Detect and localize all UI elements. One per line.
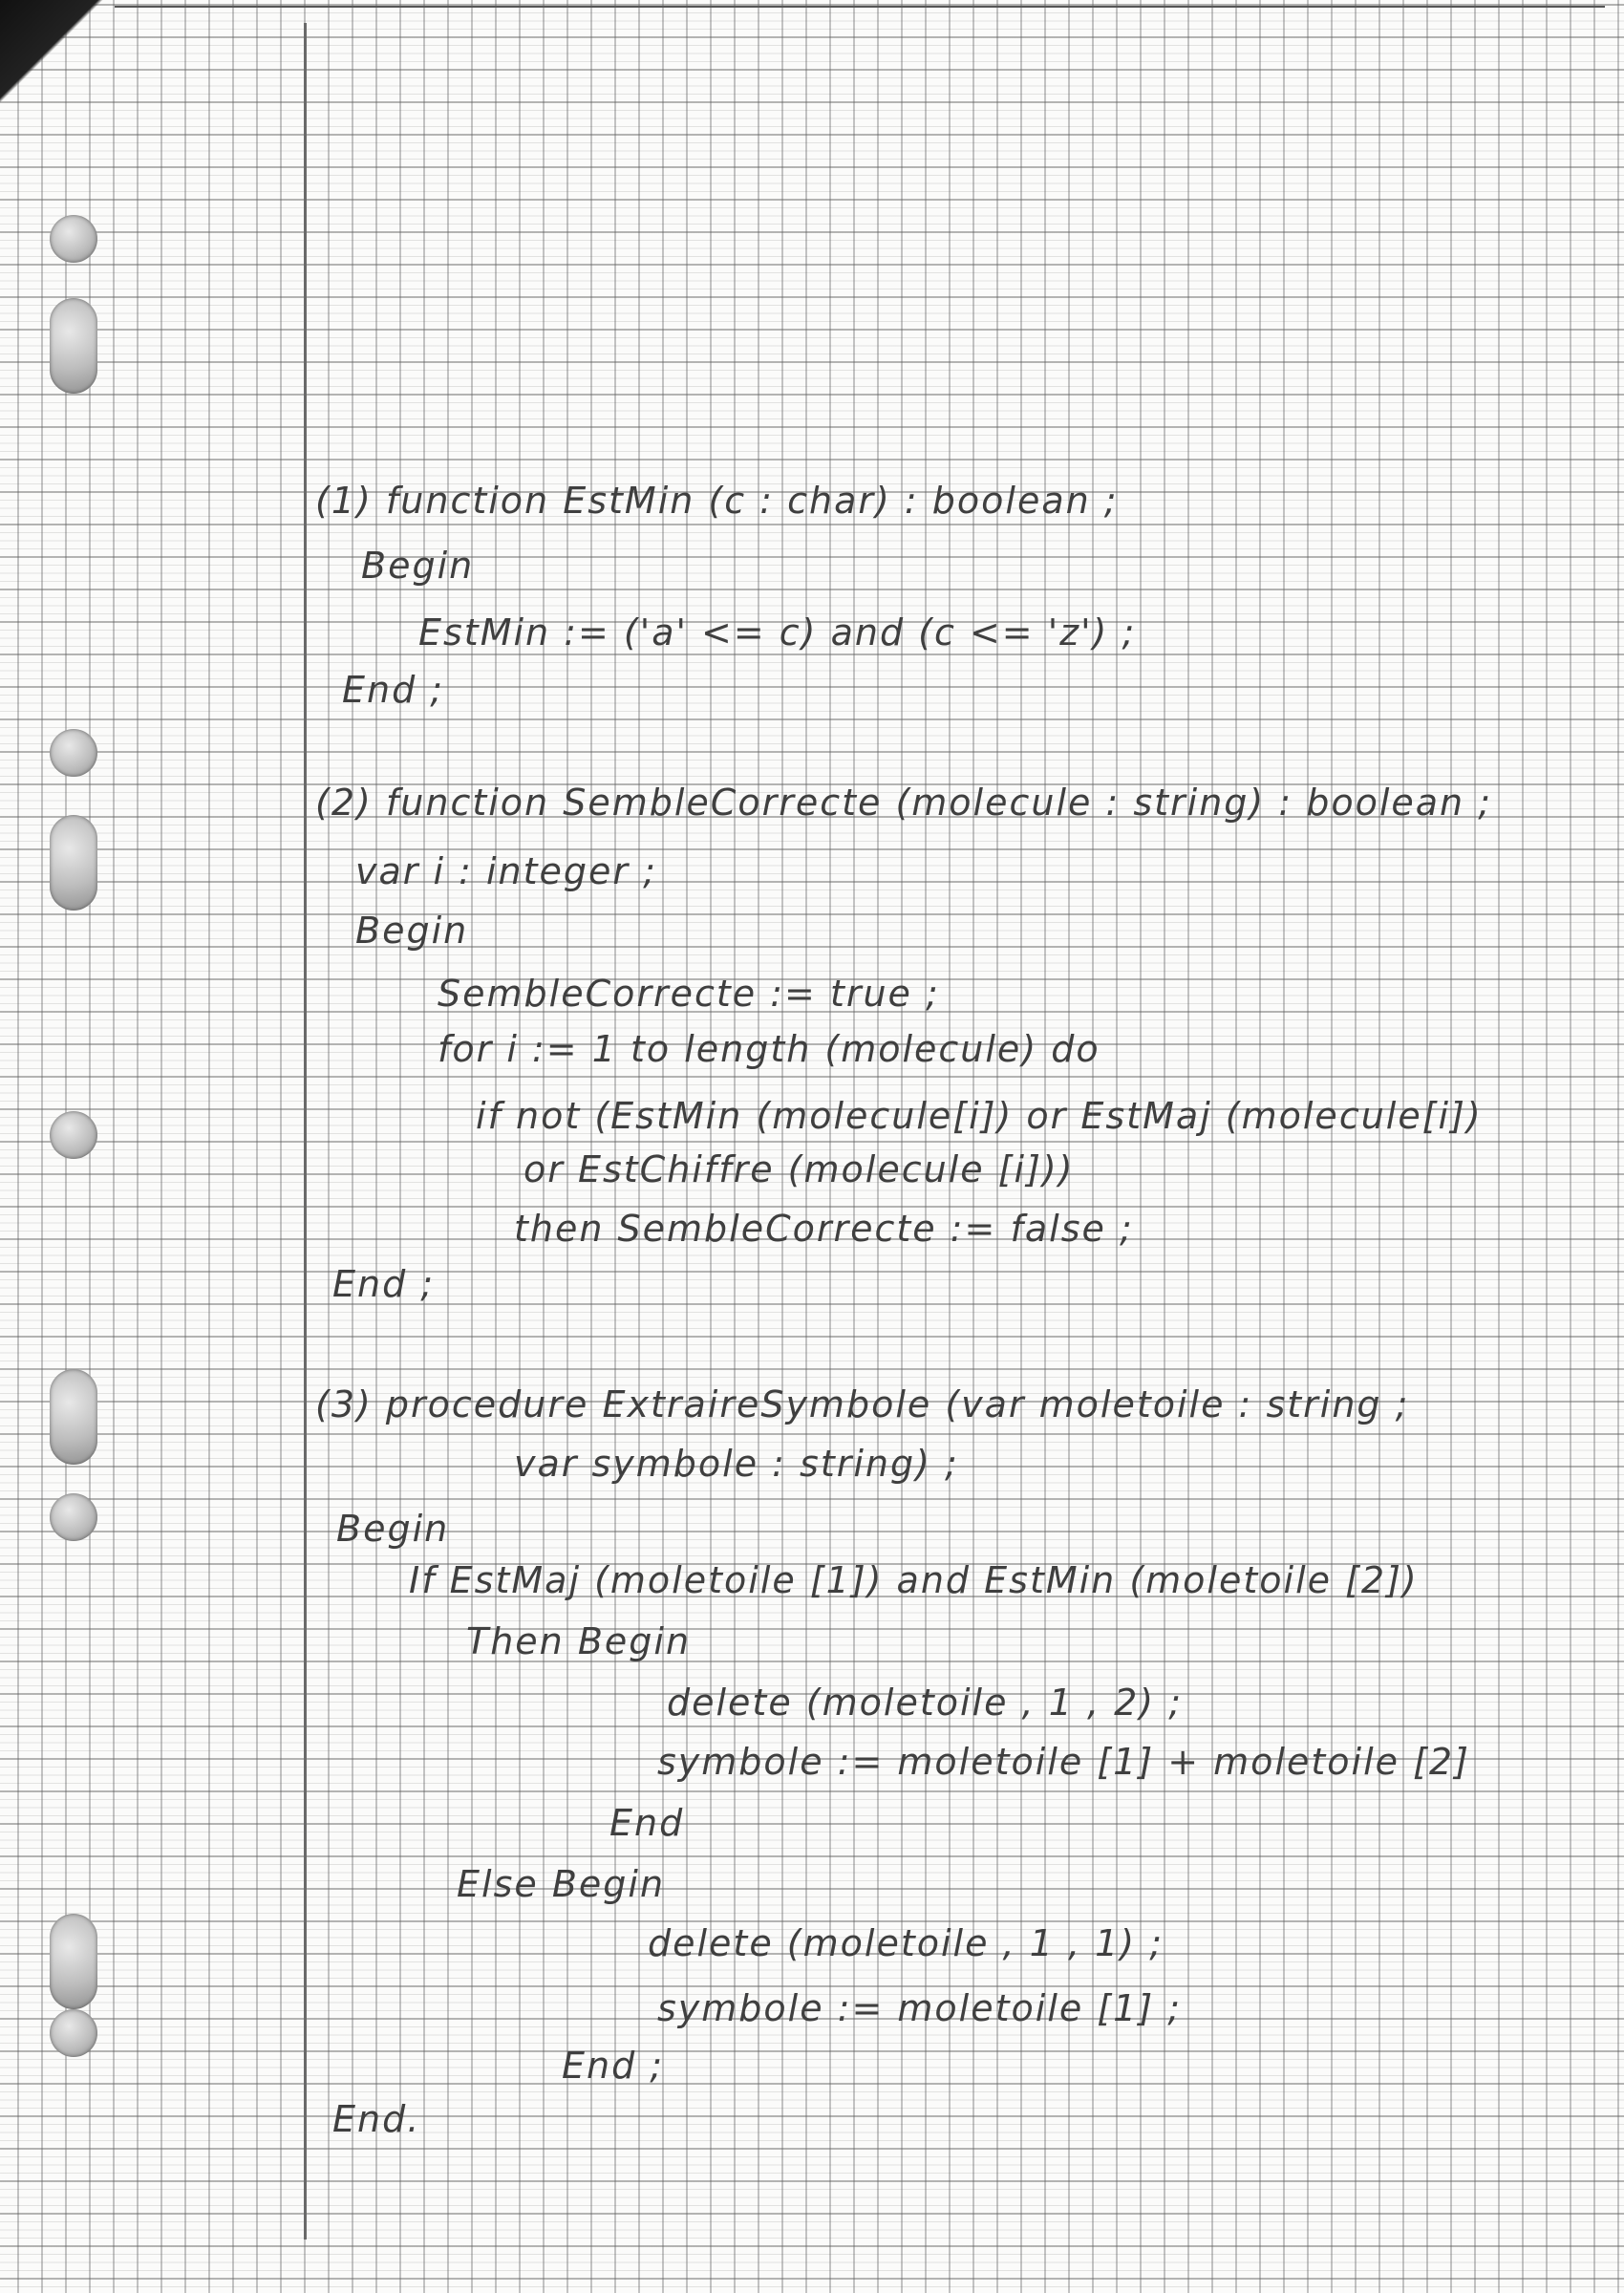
handwritten-line: End ;	[332, 1263, 436, 1305]
binder-hole	[50, 1914, 97, 2009]
handwritten-line: symbole := moletoile [1] ;	[657, 1987, 1183, 2029]
handwritten-line: (3) procedure ExtraireSymbole (var moletoile : string ;	[315, 1383, 1410, 1425]
handwritten-line: End.	[332, 2098, 421, 2140]
handwritten-line: End	[609, 1802, 685, 1844]
handwritten-line: Begin	[355, 910, 469, 952]
binder-hole	[50, 815, 97, 911]
handwritten-line: delete (moletoile , 1 , 2) ;	[667, 1682, 1183, 1724]
handwritten-line: (2) function SembleCorrecte (molecule : string) : boolean ;	[315, 782, 1493, 824]
handwritten-line: Then Begin	[466, 1620, 692, 1662]
binder-hole	[50, 215, 97, 263]
handwritten-line: for i := 1 to length (molecule) do	[438, 1028, 1100, 1070]
binder-hole	[50, 1493, 97, 1541]
handwritten-line: var i : integer ;	[355, 850, 657, 892]
binder-hole	[50, 1111, 97, 1159]
handwritten-line: Begin	[336, 1508, 450, 1550]
handwritten-line: if not (EstMin (molecule[i]) or EstMaj (molecule[i])	[476, 1095, 1483, 1137]
page-top-edge	[115, 6, 1605, 8]
handwritten-line: var symbole : string) ;	[514, 1443, 959, 1485]
binder-hole	[50, 729, 97, 777]
folded-corner	[0, 0, 115, 143]
handwritten-line: Else Begin	[457, 1863, 666, 1905]
handwritten-line: then SembleCorrecte := false ;	[514, 1208, 1134, 1250]
margin-line	[304, 23, 307, 2239]
binder-hole	[50, 298, 97, 394]
handwritten-line: (1) function EstMin (c : char) : boolean ;	[315, 480, 1119, 522]
handwritten-line: EstMin := ('a' <= c) and (c <= 'z') ;	[418, 611, 1137, 654]
handwritten-line: SembleCorrecte := true ;	[438, 973, 940, 1015]
handwritten-line: Begin	[361, 545, 475, 587]
handwritten-line: End ;	[342, 669, 445, 711]
binder-hole	[50, 2009, 97, 2057]
binder-hole	[50, 1369, 97, 1465]
handwritten-line: End ;	[562, 2045, 665, 2087]
handwritten-line: If EstMaj (moletoile [1]) and EstMin (moletoile [2])	[409, 1559, 1419, 1601]
handwritten-line: symbole := moletoile [1] + moletoile [2]	[657, 1741, 1470, 1783]
handwritten-line: or EstChiffre (molecule [i]))	[524, 1148, 1075, 1190]
handwritten-line: delete (moletoile , 1 , 1) ;	[648, 1922, 1164, 1964]
